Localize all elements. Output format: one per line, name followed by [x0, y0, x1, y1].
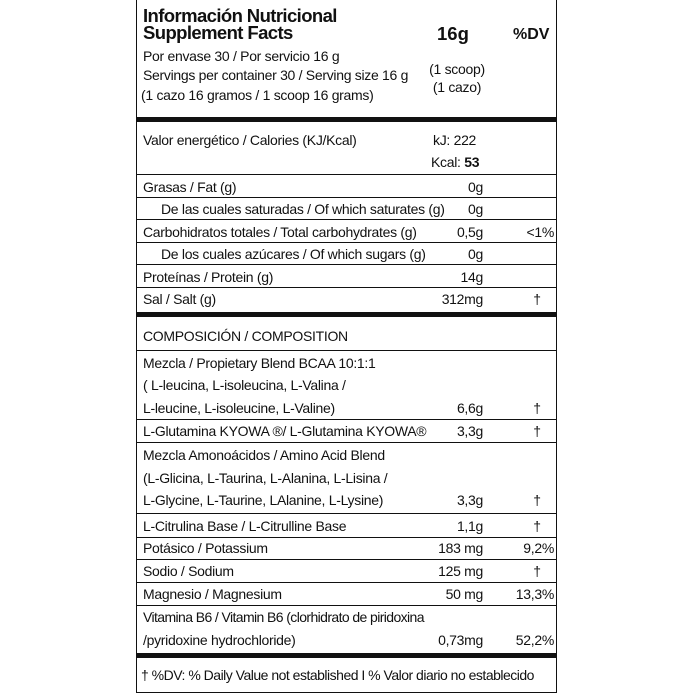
thick-divider-middle: [137, 312, 556, 317]
bcaa-line-1: Mezcla / Propietary Blend BCAA 10:1:1: [143, 355, 376, 371]
amino-blend-line-3: L-Glycine, L-Taurine, LAlanine, L-Lysine): [143, 492, 384, 508]
nutrient-label-protein: Proteínas / Protein (g): [143, 269, 274, 285]
amino-blend-value: 3,3g: [456, 492, 483, 508]
scoop-line: (1 cazo 16 gramos / 1 scoop 16 grams): [141, 87, 374, 103]
nutrient-value-sugars: 0g: [468, 246, 483, 262]
vitamin-b6-line-1: Vitamina B6 / Vitamin B6 (clorhidrato de piridoxina: [143, 609, 424, 625]
potassium-dv: 9,2%: [523, 540, 554, 556]
composition-heading: COMPOSICIÓN / COMPOSITION: [143, 328, 348, 344]
nutrient-dv-salt: †: [533, 291, 541, 307]
serving-column-header: 16g: [437, 23, 469, 44]
thick-divider-bottom: [137, 653, 556, 658]
row-divider: [137, 264, 556, 265]
nutrient-label-sugars: De los cuales azúcares / Of which sugars (g): [161, 246, 426, 262]
scoop-spanish: (1 cazo): [432, 79, 482, 95]
row-divider: [137, 513, 556, 514]
row-divider: [137, 350, 556, 351]
row-divider: [137, 559, 556, 560]
vitamin-b6-dv: 52,2%: [515, 632, 554, 648]
kcal-value: 53: [464, 154, 480, 170]
sodium-dv: †: [533, 563, 541, 579]
bcaa-value: 6,6g: [456, 400, 483, 416]
vitamin-b6-line-2: /pyridoxine hydrochloride): [143, 632, 296, 648]
row-divider: [137, 242, 556, 243]
row-divider: [137, 197, 556, 198]
citrulline-value: 1,1g: [456, 518, 483, 534]
sodium-value: 125 mg: [438, 563, 483, 579]
row-divider: [137, 419, 556, 420]
row-divider: [137, 442, 556, 443]
nutrient-value-saturates: 0g: [468, 201, 483, 217]
nutrient-label-carbohydrates: Carbohidratos totales / Total carbohydrates (g): [143, 224, 417, 240]
magnesium-dv: 13,3%: [515, 586, 554, 602]
amino-blend-dv: †: [533, 492, 541, 508]
glutamine-label: L-Glutamina KYOWA ®/ L-Glutamina KYOWA®: [143, 423, 427, 439]
thick-divider-top: [137, 117, 556, 122]
row-divider: [137, 537, 556, 538]
row-divider: [137, 219, 556, 220]
energy-kj: kJ: 222: [433, 132, 477, 148]
nutrient-value-salt: 312mg: [441, 291, 483, 307]
title-english: Supplement Facts: [143, 22, 293, 43]
citrulline-label: L-Citrulina Base / L-Citrulline Base: [143, 518, 347, 534]
nutrient-value-carbohydrates: 0,5g: [456, 224, 483, 240]
nutrient-label-fat: Grasas / Fat (g): [143, 179, 237, 195]
bcaa-dv: †: [533, 400, 541, 416]
glutamine-dv: †: [533, 423, 541, 439]
nutrient-label-saturates: De las cuales saturadas / Of which saturates (g): [161, 201, 445, 217]
title-spanish: Información Nutricional: [143, 5, 337, 26]
nutrition-facts-panel: [136, 0, 557, 693]
bcaa-line-2: ( L-leucina, L-isoleucina, L-Valina /: [143, 377, 346, 393]
nutrient-dv-carbohydrates: <1%: [526, 224, 554, 240]
amino-blend-line-2: (L-Glicina, L-Taurina, L-Alanina, L-Lisina /: [143, 470, 388, 486]
kcal-label: Kcal:: [431, 154, 461, 170]
row-divider: [137, 605, 556, 606]
magnesium-value: 50 mg: [445, 586, 483, 602]
nutrient-value-fat: 0g: [468, 179, 483, 195]
divider-energy: [137, 174, 556, 175]
nutrient-label-salt: Sal / Salt (g): [143, 291, 216, 307]
vitamin-b6-value: 0,73mg: [438, 632, 483, 648]
row-divider: [137, 582, 556, 583]
citrulline-dv: †: [533, 518, 541, 534]
potassium-label: Potásico / Potassium: [143, 540, 268, 556]
footnote: † %DV: % Daily Value not established I % Valor diario no establecido: [141, 667, 534, 683]
energy-kcal: [431, 155, 479, 169]
servings-line-spanish: Por envase 30 / Por servicio 16 g: [143, 48, 340, 64]
sodium-label: Sodio / Sodium: [143, 563, 234, 579]
glutamine-value: 3,3g: [456, 423, 483, 439]
amino-blend-line-1: Mezcla Amonoácidos / Amino Acid Blend: [143, 447, 385, 463]
energy-label: Valor energético / Calories (KJ/Kcal): [143, 132, 357, 148]
potassium-value: 183 mg: [438, 540, 483, 556]
nutrient-value-protein: 14g: [460, 269, 483, 285]
dv-column-header: %DV: [513, 26, 550, 43]
row-divider: [137, 287, 556, 288]
magnesium-label: Magnesio / Magnesium: [143, 586, 282, 602]
bcaa-line-3: L-leucine, L-isoleucine, L-Valine): [143, 400, 335, 416]
servings-line-english: Servings per container 30 / Serving size 16 g: [143, 67, 409, 83]
scoop-english: (1 scoop): [429, 61, 485, 77]
